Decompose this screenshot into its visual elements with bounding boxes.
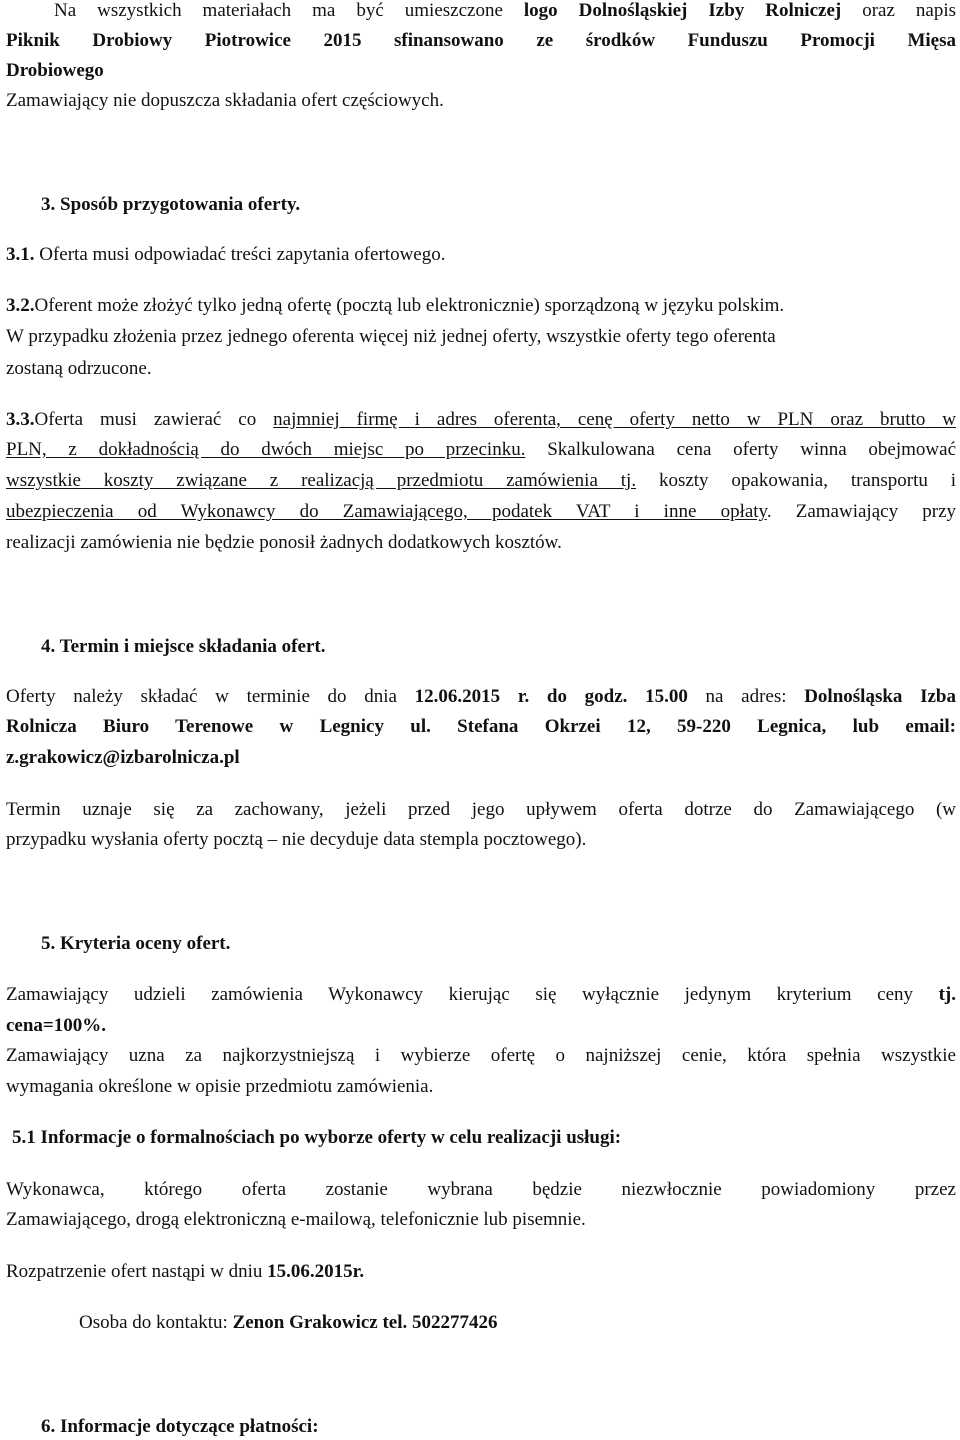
intro-text: oraz napis (841, 0, 956, 21)
intro-line-2 (6, 30, 956, 52)
section-6-heading: 6. Informacje dotyczące płatności: (41, 1416, 319, 1437)
section-4-line-1 (6, 686, 956, 708)
section-3-1 (6, 244, 956, 266)
review-date: 15.06.2015r. (267, 1261, 365, 1282)
contact-label: Osoba do kontaktu: (79, 1312, 233, 1333)
clause-underlined-text: ubezpieczenia od Wykonawcy do Zamawiającego, podatek VAT i inne opłaty (6, 501, 767, 522)
section-5-line-4: wymagania określone w opisie przedmiotu zamówienia. (6, 1076, 434, 1097)
clause-number: 3.1. (6, 244, 35, 265)
criteria-text: Zamawiający udzieli zamówienia Wykonawcy kierując się wyłącznie jedynym kryterium ceny (6, 984, 939, 1005)
section-3-3-line-5: realizacji zamówienia nie będzie ponosił żadnych dodatkowych kosztów. (6, 532, 562, 553)
intro-line-1 (6, 0, 956, 22)
section-3-2-line-2: W przypadku złożenia przez jednego oferenta więcej niż jednej oferty, wszystkie oferty tego oferenta (6, 326, 776, 347)
clause-number: 3.2. (6, 295, 35, 316)
intro-event-name: Piknik Drobiowy Piotrowice 2015 (6, 30, 362, 51)
section-4-line-5: przypadku wysłania oferty pocztą – nie decyduje data stempla pocztowego). (6, 829, 587, 850)
section-4-heading: 4. Termin i miejsce składania ofert. (41, 636, 326, 657)
section-3-3-line-2 (6, 439, 956, 461)
deadline-date: 12.06.2015 r. do godz. 15.00 (414, 686, 688, 707)
section-3-2-line-3: zostaną odrzucone. (6, 358, 152, 379)
intro-line-4: Zamawiający nie dopuszcza składania ofert częściowych. (6, 90, 444, 111)
section-5-1-line-4 (79, 1312, 960, 1334)
clause-underlined-text: wszystkie koszty związane z realizacją przedmiotu zamówienia tj. (6, 470, 637, 491)
section-5-1-line-1: Wykonawca, którego oferta zostanie wybrana będzie niezwłocznie powiadomiony przez (6, 1179, 956, 1200)
intro-line-3: Drobiowego (6, 60, 104, 81)
section-5-line-1 (6, 984, 956, 1006)
section-3-3-line-4 (6, 501, 956, 523)
section-3-2-line-1 (6, 295, 956, 317)
deadline-text: Oferty należy składać w terminie do dnia (6, 686, 415, 707)
clause-text: Oferta musi zawierać co (34, 409, 274, 430)
intro-fund-name: Funduszu Promocji Mięsa (687, 30, 956, 51)
intro-funding-text: sfinansowano ze środków (361, 30, 688, 51)
section-5-line-2: cena=100%. (6, 1015, 107, 1036)
section-3-3-line-1 (6, 409, 956, 431)
section-5-heading: 5. Kryteria oceny ofert. (41, 933, 231, 954)
review-date-text: Rozpatrzenie ofert nastąpi w dniu (6, 1261, 268, 1282)
clause-text: Oferta musi odpowiadać treści zapytania ofertowego. (34, 244, 446, 265)
section-4-line-2: Rolnicza Biuro Terenowe w Legnicy ul. Stefana Okrzei 12, 59-220 Legnica, lub email: (6, 716, 956, 737)
section-5-1-line-3 (6, 1261, 956, 1283)
intro-logo-text: logo Dolnośląskiej Izby Rolniczej (523, 0, 842, 21)
address-label: na adres: (687, 686, 805, 707)
contact-email: z.grakowicz@izbarolnicza.pl (6, 747, 240, 768)
clause-underlined-text: najmniej firmę i adres oferenta, cenę oferty netto w PLN oraz brutto w (273, 409, 957, 430)
clause-text: Skalkulowana cena oferty winna obejmować (525, 439, 956, 460)
clause-text: koszty opakowania, transportu i (636, 470, 957, 491)
criteria-bold: tj. (938, 984, 956, 1005)
section-3-heading: 3. Sposób przygotowania oferty. (41, 194, 301, 215)
section-5-1-line-2: Zamawiającego, drogą elektroniczną e-mailową, telefonicznie lub pisemnie. (6, 1209, 586, 1230)
section-3-3-line-3 (6, 470, 956, 492)
clause-text: . Zamawiający przy (766, 501, 956, 522)
address-text: Dolnośląska Izba (804, 686, 956, 707)
contact-person: Zenon Grakowicz tel. 502277426 (232, 1312, 498, 1333)
clause-number: 3.3. (6, 409, 35, 430)
section-5-1-heading: 5.1 Informacje o formalnościach po wyborze oferty w celu realizacji usługi: (12, 1127, 622, 1148)
clause-underlined-text: PLN, z dokładnością do dwóch miejsc po przecinku. (6, 439, 526, 460)
section-5-line-3: Zamawiający uzna za najkorzystniejszą i wybierze ofertę o najniższej cenie, która spełnia wszystkie (6, 1045, 956, 1066)
section-4-line-4: Termin uznaje się za zachowany, jeżeli przed jego upływem oferta dotrze do Zamawiającego (w (6, 799, 956, 820)
clause-text: Oferent może złożyć tylko jedną ofertę (pocztą lub elektronicznie) sporządzoną w języku polskim. (34, 295, 785, 316)
intro-text: Na wszystkich materiałach ma być umieszczone (54, 0, 524, 21)
